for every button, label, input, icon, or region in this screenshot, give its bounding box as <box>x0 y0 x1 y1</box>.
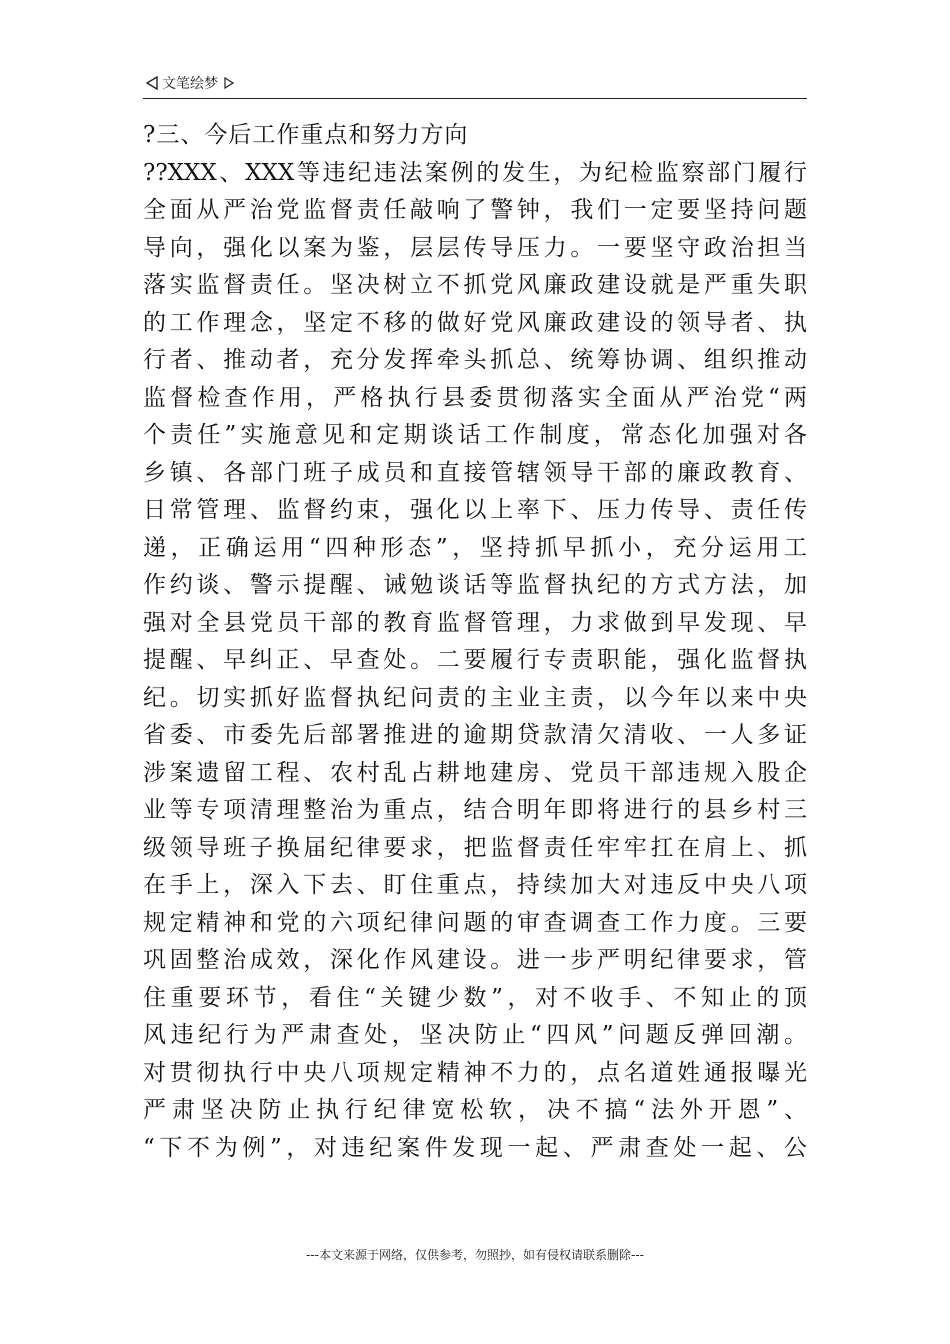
header-brand: 文笔绘梦 <box>162 76 218 92</box>
paragraph-line: 监督检查作用，严格执行县委贯彻落实全面从严治党“两 <box>143 384 807 411</box>
paragraph-line: 业等专项清理整治为重点，结合明年即将进行的县乡村三 <box>143 797 807 823</box>
paragraph-line: 级领导班子换届纪律要求，把监督责任牢牢扛在肩上、抓 <box>143 834 807 861</box>
paragraph-line: 落实监督责任。坚决树立不抓党风廉政建设就是严重失职 <box>143 272 807 298</box>
paragraph-line: 住重要环节，看住“关键少数”，对不收手、不知止的顶 <box>143 984 807 1011</box>
page-footer: ---本文来源于网络，仅供参考，勿照抄，如有侵权请联系删除--- <box>306 1248 644 1262</box>
paragraph-line: 日常管理、监督约束，强化以上率下、压力传导、责任传 <box>143 497 807 523</box>
triangle-right-icon <box>224 76 234 88</box>
page-header <box>143 74 807 99</box>
paragraph-line: ??XXX、XXX等违纪违法案例的发生，为纪检监察部门履行 <box>143 159 807 186</box>
paragraph-line: 作约谈、警示提醒、诫勉谈话等监督执纪的方式方法，加 <box>143 572 807 598</box>
paragraph-line: 全面从严治党监督责任敲响了警钟，我们一定要坚持问题 <box>143 197 807 223</box>
paragraph-line: 规定精神和党的六项纪律问题的审查调查工作力度。三要 <box>143 909 807 936</box>
paragraph-line: 递，正确运用“四种形态”，坚持抓早抓小，充分运用工 <box>143 534 807 561</box>
triangle-left-icon <box>145 76 159 90</box>
paragraph-line: 涉案遗留工程、农村乱占耕地建房、党员干部违规入股企 <box>143 759 807 786</box>
paragraph-line: 省委、市委先后部署推进的逾期贷款清欠清收、一人多证 <box>143 722 807 748</box>
paragraph-line: 在手上，深入下去、盯住重点，持续加大对违反中央八项 <box>143 872 807 898</box>
paragraph-line: 提醒、早纠正、早查处。二要履行专责职能，强化监督执 <box>143 647 807 673</box>
paragraph-line: 纪。切实抓好监督执纪问责的主业主责，以今年以来中央 <box>143 684 807 711</box>
paragraph-line: 巩固整治成效，深化作风建设。进一步严明纪律要求，管 <box>143 947 807 973</box>
paragraph-line: 的工作理念，坚定不移的做好党风廉政建设的领导者、执 <box>143 309 807 336</box>
paragraph-line: 行者、推动者，充分发挥牵头抓总、统筹协调、组织推动 <box>143 347 807 373</box>
paragraph-line: 强对全县党员干部的教育监督管理，力求做到早发现、早 <box>143 609 807 636</box>
document-body <box>143 117 807 1167</box>
paragraph-line: 风违纪行为严肃查处，坚决防止“四风”问题反弹回潮。 <box>143 1022 807 1048</box>
paragraph-line: 导向，强化以案为鉴，层层传导压力。一要坚守政治担当 <box>143 234 807 261</box>
header-brand-group <box>145 75 234 93</box>
paragraph-line: “下不为例”，对违纪案件发现一起、严肃查处一起、公 <box>143 1134 807 1161</box>
paragraph-line: 严肃坚决防止执行纪律宽松软，决不搞“法外开恩”、 <box>143 1097 807 1123</box>
paragraph-line: 乡镇、各部门班子成员和直接管辖领导干部的廉政教育、 <box>143 459 807 486</box>
paragraph-line: 个责任”实施意见和定期谈话工作制度，常态化加强对各 <box>143 422 807 448</box>
section-heading: ?三、今后工作重点和努力方向 <box>143 122 469 148</box>
paragraph-line: 对贯彻执行中央八项规定精神不力的，点名道姓通报曝光 <box>143 1059 807 1086</box>
